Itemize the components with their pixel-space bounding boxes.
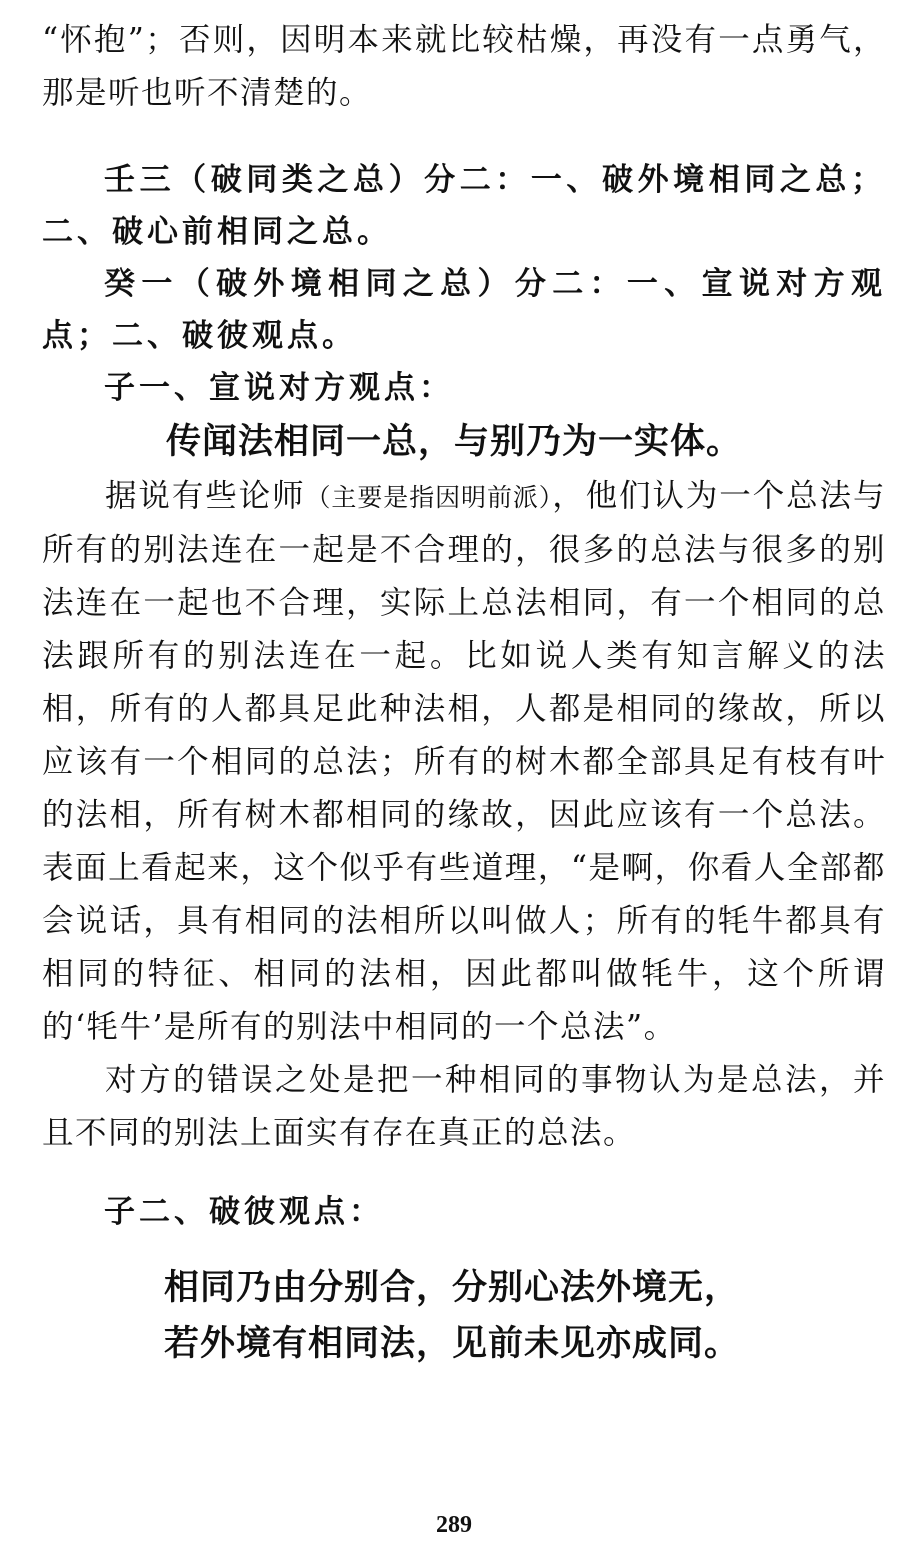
- verse-line: 若外境有相同法，见前未见亦成同。: [164, 1324, 741, 1364]
- paragraph-opponent-view: [42, 470, 886, 1054]
- section-heading-zi1: 子一、宣说对方观点：: [104, 370, 454, 406]
- section-heading-zi2: 子二、破彼观点：: [104, 1194, 384, 1230]
- section-heading-gui1: 癸一（破外境相同之总）分二：一、宣说对方观点；二、破彼观点。: [42, 266, 886, 354]
- paragraph-text: ，他们认为一个总法与所有的别法连在一起是不合理的，很多的总法与很多的别法连在一起也不合理，实际上总法相同，有一个相同的总法跟所有的别法连在一起。比如说人类有知言解义的法相，所有的人都具足此种法相，人都是相同的缘故，所以应该有一个相同的总法；所有的树木都全部具足有枝有叶的法相，所有树木都相同的缘故，因此应该有一个总法。表面上看起来，这个似乎有些道理，“是啊，你看人全部都会说话，具有相同的法相所以叫做人；所有的牦牛都具有相同的特征、相同的法相，因此都叫做牦牛，这个所谓的‘牦牛’是所有的别法中相同的一个总法”。: [42, 478, 886, 1045]
- parenthetical-note: （主要是指因明前派）: [305, 483, 553, 512]
- paragraph-error-summary: 对方的错误之处是把一种相同的事物认为是总法，并且不同的别法上面实有存在真正的总法。: [42, 1062, 886, 1151]
- verse-line: 相同乃由分别合，分别心法外境无，: [164, 1268, 741, 1308]
- paragraph-text: 据说有些论师: [105, 478, 306, 514]
- page-number: 289: [436, 1512, 472, 1538]
- section-heading-ren3: 壬三（破同类之总）分二：一、破外境相同之总；二、破心前相同之总。: [42, 162, 886, 250]
- paragraph-intro: “怀抱”；否则，因明本来就比较枯燥，再没有一点勇气，那是听也听不清楚的。: [42, 22, 886, 111]
- verse-line: 传闻法相同一总，与别乃为一实体。: [166, 422, 743, 462]
- page-body: [42, 14, 886, 1372]
